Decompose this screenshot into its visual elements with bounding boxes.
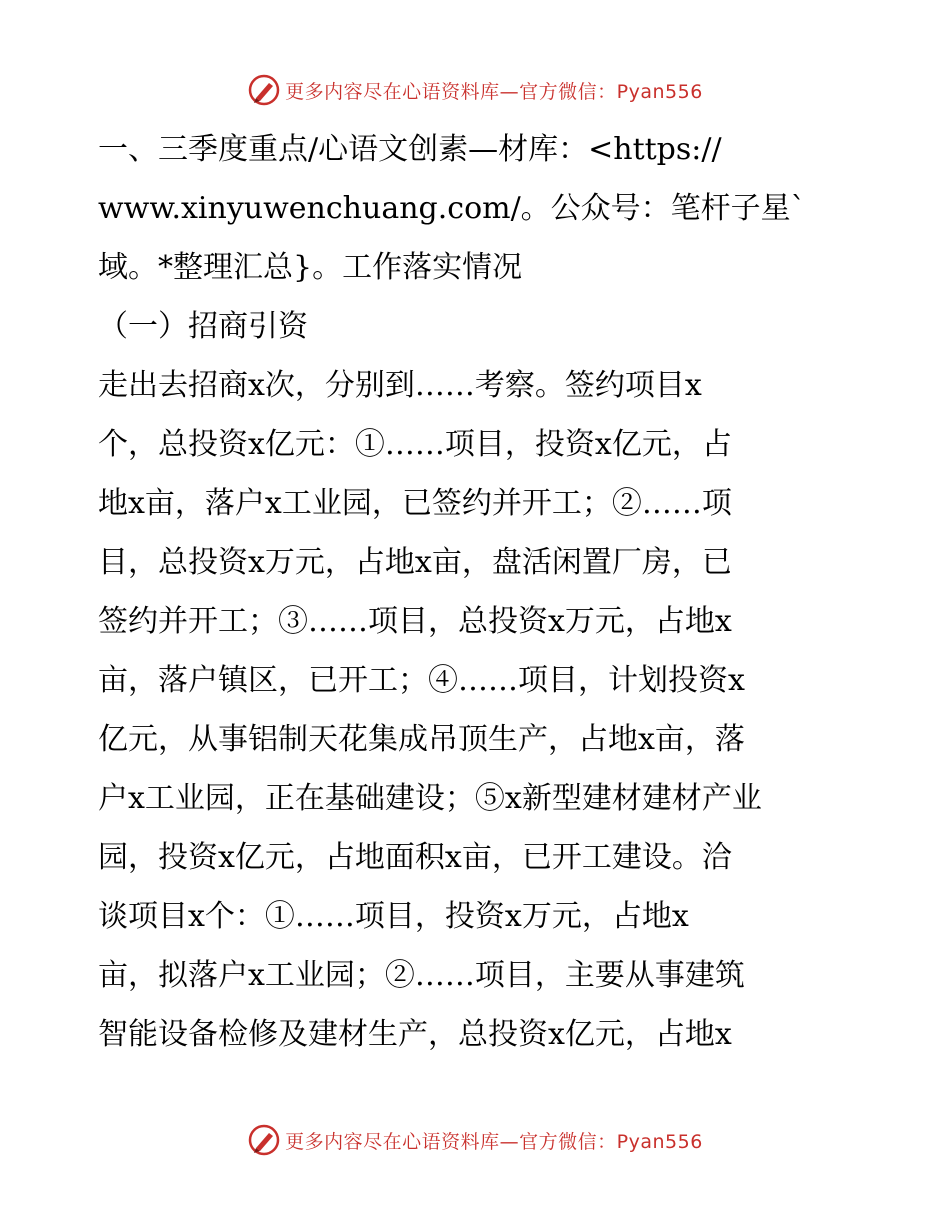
subsection-heading: （一）招商引资 (98, 309, 308, 344)
document-body (98, 120, 850, 1064)
footer-banner-text: 更多内容尽在心语资料库—官方微信：Pyan556 (285, 1130, 703, 1153)
pen-logo-icon (247, 73, 281, 107)
pen-logo-icon (247, 1123, 281, 1157)
footer-banner (0, 1120, 950, 1160)
section-heading: 一、三季度重点/心语文创素—材库：<https:// www.xinyuwenchuang.com/。公众号：笔杆子星` 域。*整理汇总}。工作落实情况 (98, 132, 806, 285)
body-paragraph: 走出去招商x次，分别到……考察。签约项目x 个，总投资x亿元：①……项目，投资x亿元，占 地x亩，落户x工业园，已签约并开工；②……项 目，总投资x万元，占地x亩，盘活闲置厂房，已 签约并开工；③……项目，总投资x万元，占地x 亩，落户镇区，已开工；④……项目，计划投资x 亿元，从事铝制天花集成吊顶生产，占地x亩，落 户x工业园，正在基础建设；⑤x新型建材建材产业 园，投资x亿元，占地面积x亩，已开工建设。洽 谈项目x个：①……项目，投资x万元，占地x 亩，拟落户x工业园；②……项目，主要从事建筑 智能设备检修及建材生产，总投资x亿元，占地x (98, 368, 762, 1052)
header-banner (0, 70, 950, 110)
header-banner-text: 更多内容尽在心语资料库—官方微信：Pyan556 (285, 80, 703, 103)
